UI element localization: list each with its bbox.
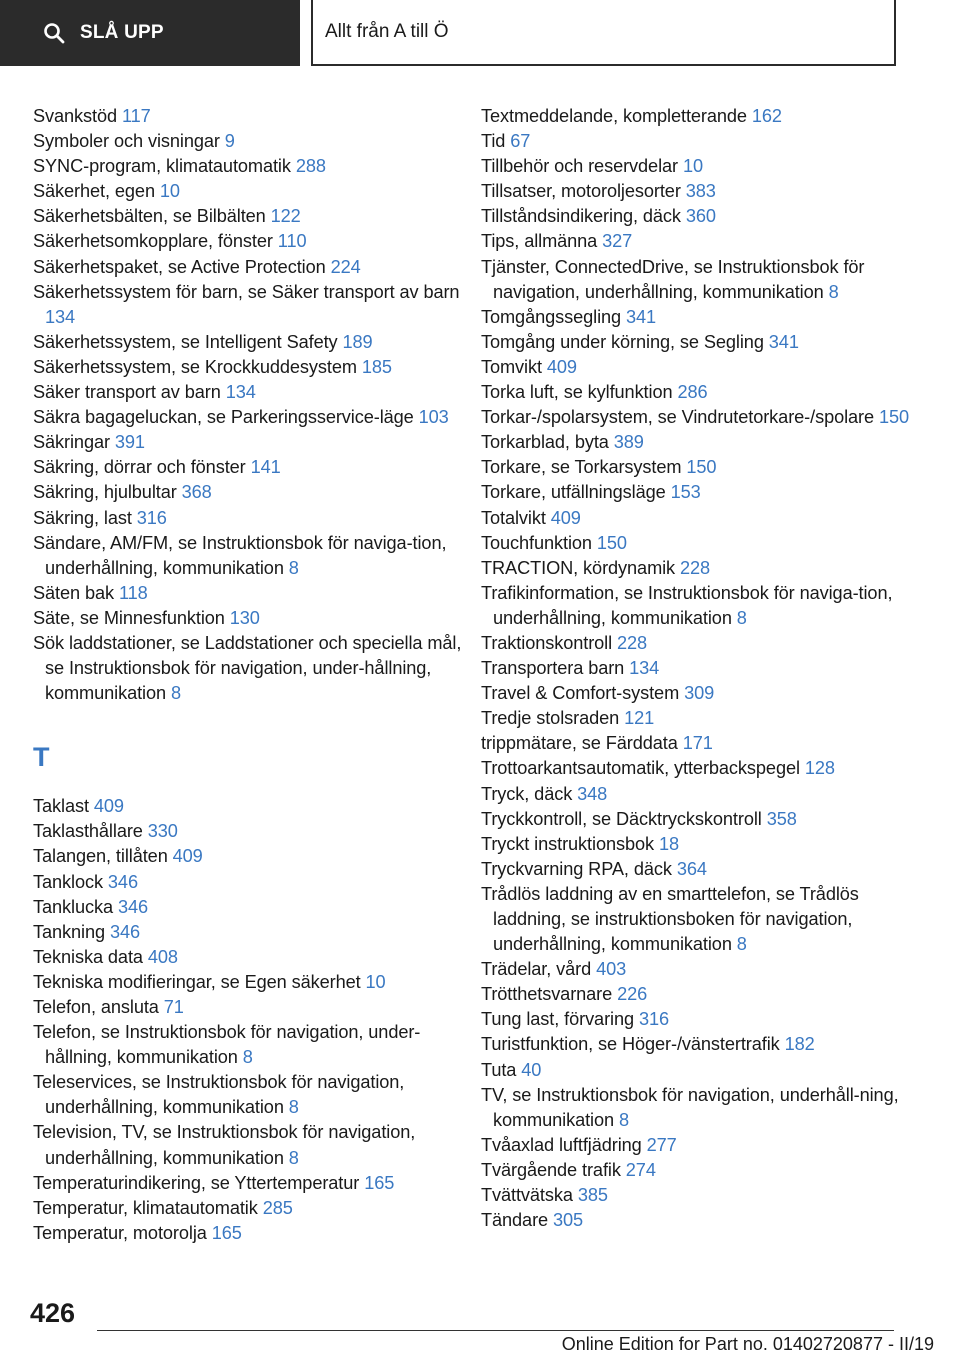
page-reference-link[interactable]: 117 (121, 106, 151, 126)
page-reference-link[interactable]: 9 (224, 131, 235, 152)
page-reference-link[interactable]: 8 (170, 683, 181, 704)
page-reference-link[interactable]: 226 (617, 984, 648, 1005)
page-reference-link[interactable]: 385 (577, 1185, 608, 1206)
index-entry (33, 1120, 463, 1170)
page-reference-link[interactable]: 165 (364, 1172, 395, 1193)
page-reference-link[interactable]: 10 (365, 971, 386, 992)
page-reference-link[interactable]: 8 (736, 934, 747, 955)
index-entry-text: Tung last, förvaring (481, 1009, 635, 1030)
page-reference-link[interactable]: 409 (93, 796, 124, 817)
page-reference-link[interactable]: 341 (768, 331, 799, 352)
search-label: SLÅ UPP (80, 22, 164, 43)
index-entry-text: Tid (481, 131, 506, 152)
page-reference-link[interactable]: 182 (784, 1034, 815, 1055)
index-entry (481, 154, 921, 179)
index-entry-text: Torkare, se Torkarsystem (481, 457, 682, 478)
page-reference-link[interactable]: 364 (676, 858, 707, 879)
page-reference-link[interactable]: 10 (159, 181, 180, 202)
index-list-t-continued (481, 104, 921, 1233)
index-entry-text: Tomgångssegling (481, 306, 622, 327)
index-entry (33, 631, 463, 706)
index-entry (33, 970, 463, 995)
index-column-right (481, 104, 921, 1233)
page-reference-link[interactable]: 8 (242, 1047, 253, 1068)
index-entry-text: Talangen, tillåten (33, 846, 168, 867)
index-entry (33, 430, 463, 455)
index-entry (481, 305, 921, 330)
index-entry (481, 782, 921, 807)
page-reference-link[interactable]: 162 (751, 106, 782, 126)
footer-divider (97, 1330, 894, 1331)
index-entry (481, 204, 921, 229)
page-reference-link[interactable]: 8 (618, 1109, 629, 1130)
index-entry-text: Säkra bagageluckan, se Parkeringsservice-läge (33, 407, 414, 428)
page-reference-link[interactable]: 341 (626, 306, 657, 327)
index-entry-text: Trötthetsvarnare (481, 984, 613, 1005)
index-entry-text: Säkringar (33, 432, 110, 453)
page-reference-link[interactable]: 330 (147, 821, 178, 842)
index-entry (33, 995, 463, 1020)
index-entry (33, 895, 463, 920)
page-reference-link[interactable]: 67 (510, 131, 531, 152)
index-entry (481, 255, 921, 305)
page-reference-link[interactable]: 403 (596, 959, 627, 980)
index-entry-text: trippmätare, se Färddata (481, 733, 678, 754)
page-reference-link[interactable]: 10 (682, 156, 703, 177)
page-reference-link[interactable]: 8 (288, 1147, 299, 1168)
page-reference-link[interactable]: 288 (295, 156, 326, 177)
index-entry-text: Säkring, last (33, 507, 132, 528)
page-reference-link[interactable]: 110 (277, 231, 307, 252)
index-entry-text: Temperatur, klimatautomatik (33, 1197, 258, 1218)
index-entry-text: Tekniska modifieringar, se Egen säkerhet (33, 971, 361, 992)
index-entry (33, 844, 463, 869)
page-reference-link[interactable]: 358 (766, 808, 797, 829)
index-entry (481, 681, 921, 706)
page-reference-link[interactable]: 122 (270, 206, 301, 227)
index-entry (481, 330, 921, 355)
index-entry (481, 556, 921, 581)
index-entry-text: TRACTION, kördynamik (481, 557, 676, 578)
index-entry (33, 380, 463, 405)
index-entry-text: Säten bak (33, 582, 115, 603)
index-entry (481, 882, 921, 957)
index-entry-text: Trafikinformation, se Instruktionsbok för naviga-tion, underhållning, kommunikation (481, 582, 893, 628)
index-entry-text: Travel & Comfort-system (481, 683, 680, 704)
index-entry (481, 129, 921, 154)
index-entry-text: Torka luft, se kylfunktion (481, 382, 673, 403)
index-entry (33, 455, 463, 480)
index-entry (481, 1133, 921, 1158)
index-entry-text: Taklast (33, 796, 89, 817)
index-entry (33, 870, 463, 895)
page-reference-link[interactable]: 150 (596, 532, 627, 553)
index-entry (481, 480, 921, 505)
index-entry (481, 1058, 921, 1083)
index-entry-text: Tryckt instruktionsbok (481, 833, 654, 854)
index-entry-text: Tändare (481, 1210, 549, 1231)
page-reference-link[interactable]: 134 (225, 382, 256, 403)
page-reference-link[interactable]: 409 (550, 507, 581, 528)
page-reference-link[interactable]: 8 (288, 557, 299, 578)
index-entry (33, 204, 463, 229)
index-entry (481, 1083, 921, 1133)
index-entry-text: Säkerhetsomkopplare, fönster (33, 231, 273, 252)
index-entry-text: SYNC-program, klimatautomatik (33, 156, 291, 177)
page-reference-link[interactable]: 391 (114, 432, 145, 453)
header-bar (0, 0, 960, 66)
index-entry-text: Tankning (33, 921, 106, 942)
index-entry-text: Säkerhetssystem, se Krockkuddesystem (33, 356, 357, 377)
index-entry (481, 832, 921, 857)
index-entry-text: Torkare, utfällningsläge (481, 482, 666, 503)
page-reference-link[interactable]: 128 (804, 758, 835, 779)
index-entry (33, 330, 463, 355)
index-entry (481, 706, 921, 731)
index-entry-text: Touchfunktion (481, 532, 592, 553)
index-entry (481, 581, 921, 631)
index-entry-text: Tanklock (33, 871, 103, 892)
page-reference-link[interactable]: 285 (262, 1197, 293, 1218)
page-reference-link[interactable]: 71 (163, 997, 184, 1017)
index-entry-text: Symboler och visningar (33, 131, 220, 152)
index-list-s (33, 104, 463, 706)
index-entry-text: Textmeddelande, kompletterande (481, 106, 747, 126)
index-entry-text: Temperatur, motorolja (33, 1222, 207, 1243)
index-entry (481, 1183, 921, 1208)
index-entry (481, 1158, 921, 1183)
page-reference-link[interactable]: 316 (136, 507, 167, 528)
page-reference-link[interactable]: 305 (553, 1210, 584, 1231)
page-reference-link[interactable]: 228 (680, 557, 711, 578)
index-entry (481, 531, 921, 556)
page-reference-link[interactable]: 274 (625, 1159, 656, 1180)
section-title: Allt från A till Ö (325, 21, 449, 42)
index-entry (481, 656, 921, 681)
index-entry (481, 631, 921, 656)
index-entry-text: TV, se Instruktionsbok för navigation, underhåll-ning, kommunikation (481, 1084, 899, 1130)
index-entry-text: Säkerhet, egen (33, 181, 155, 202)
index-entry-text: Tvättvätska (481, 1185, 573, 1206)
index-entry-text: Temperaturindikering, se Yttertemperatur (33, 1172, 360, 1193)
index-entry-text: Trådlös laddning av en smarttelefon, se Trådlös laddning, se instruktionsboken för navigation, underhållning, kommunikation (481, 883, 859, 955)
index-list-t (33, 794, 463, 1246)
page-reference-link[interactable]: 40 (521, 1059, 542, 1080)
index-entry-text: Sök laddstationer, se Laddstationer och speciella mål, se Instruktionsbok för navigation, under-hållning, kommunikation (33, 632, 462, 704)
index-entry-text: Säkerhetssystem för barn, se Säker transport av barn (33, 281, 460, 302)
index-entry (33, 129, 463, 154)
page-reference-link[interactable]: 103 (418, 407, 449, 428)
index-entry-text: Tryckkontroll, se Däcktryckskontroll (481, 808, 762, 829)
index-entry (481, 731, 921, 756)
index-entry-text: Tryckvarning RPA, däck (481, 858, 672, 879)
index-entry (33, 280, 463, 330)
index-entry-text: Traktionskontroll (481, 632, 613, 653)
section-title-tab (311, 0, 896, 66)
index-entry-text: Säker transport av barn (33, 382, 221, 403)
index-entry-text: Säkring, dörrar och fönster (33, 457, 246, 478)
page-reference-link[interactable]: 348 (577, 783, 608, 804)
index-entry (481, 430, 921, 455)
index-entry-text: Tomgång under körning, se Segling (481, 331, 764, 352)
index-entry (481, 355, 921, 380)
page-reference-link[interactable]: 121 (624, 708, 655, 729)
index-entry (33, 104, 463, 129)
page-reference-link[interactable]: 383 (685, 181, 716, 202)
index-entry (33, 255, 463, 280)
index-entry (33, 355, 463, 380)
index-entry-text: Transportera barn (481, 658, 625, 679)
index-entry-text: Totalvikt (481, 507, 546, 528)
index-entry (481, 179, 921, 204)
index-entry-text: Tjänster, ConnectedDrive, se Instruktionsbok för navigation, underhållning, kommunikation (481, 256, 865, 302)
index-entry (33, 506, 463, 531)
index-entry-text: Torkar-/spolarsystem, se Vindrutetorkare-/spolare (481, 407, 875, 428)
index-entry (33, 405, 463, 430)
index-entry (481, 104, 921, 129)
page-reference-link[interactable]: 408 (147, 946, 178, 967)
index-entry-text: Tvåaxlad luftfjädring (481, 1134, 642, 1155)
index-entry-text: Telefon, ansluta (33, 997, 159, 1017)
index-entry-text: Tillsatser, motoroljesorter (481, 181, 681, 202)
index-entry (481, 857, 921, 882)
index-entry-text: Svankstöd (33, 106, 118, 126)
index-entry (481, 506, 921, 531)
index-entry (33, 179, 463, 204)
index-entry-text: Trädelar, vård (481, 959, 592, 980)
page-reference-link[interactable]: 141 (250, 457, 281, 478)
index-entry (33, 531, 463, 581)
page-reference-link[interactable]: 153 (670, 482, 701, 503)
index-entry (33, 794, 463, 819)
page-reference-link[interactable]: 185 (361, 356, 392, 377)
page-reference-link[interactable]: 134 (45, 306, 76, 327)
page-reference-link[interactable]: 189 (342, 331, 373, 352)
index-entry-text: Tips, allmänna (481, 231, 598, 252)
page-reference-link[interactable]: 368 (181, 482, 212, 503)
page-reference-link[interactable]: 18 (658, 833, 679, 854)
index-entry (33, 819, 463, 844)
index-entry-text: Tomvikt (481, 356, 542, 377)
index-entry (481, 982, 921, 1007)
page-reference-link[interactable]: 171 (682, 733, 713, 754)
index-entry-text: Säkerhetspaket, se Active Protection (33, 256, 326, 277)
page-reference-link[interactable]: 8 (288, 1097, 299, 1118)
index-entry (33, 945, 463, 970)
index-entry-text: Tanklucka (33, 896, 113, 917)
index-entry (481, 229, 921, 254)
index-entry (481, 1208, 921, 1233)
index-entry-text: Tillbehör och reservdelar (481, 156, 678, 177)
index-entry-text: Tredje stolsraden (481, 708, 620, 729)
index-entry (33, 920, 463, 945)
index-entry-text: Säte, se Minnesfunktion (33, 607, 225, 628)
index-entry-text: Trottoarkantsautomatik, ytterbackspegel (481, 758, 800, 779)
index-column-left (33, 104, 463, 1246)
page-reference-link[interactable]: 389 (613, 432, 644, 453)
index-entry-text: Säkerhetsbälten, se Bilbälten (33, 206, 266, 227)
page-reference-link[interactable]: 134 (629, 658, 660, 679)
page-reference-link[interactable]: 409 (546, 356, 577, 377)
index-entry-text: Tillståndsindikering, däck (481, 206, 681, 227)
index-entry-text: Taklasthållare (33, 821, 143, 842)
page-reference-link[interactable]: 277 (646, 1134, 677, 1155)
index-entry-text: Television, TV, se Instruktionsbok för navigation, underhållning, kommunikation (33, 1122, 416, 1168)
page-reference-link[interactable]: 346 (109, 921, 141, 942)
index-entry (33, 1221, 463, 1246)
index-entry (33, 229, 463, 254)
index-entry (33, 1196, 463, 1221)
index-entry-text: Säkerhetssystem, se Intelligent Safety (33, 331, 338, 352)
page-reference-link[interactable]: 346 (117, 896, 148, 917)
page-reference-link[interactable]: 309 (684, 683, 715, 704)
page-reference-link[interactable]: 409 (172, 846, 203, 867)
page-reference-link[interactable]: 224 (330, 256, 361, 277)
index-entry (481, 380, 921, 405)
index-entry-text: Tekniska data (33, 946, 143, 967)
index-entry-text: Tryck, däck (481, 783, 573, 804)
index-entry-text: Turistfunktion, se Höger-/vänstertrafik (481, 1034, 780, 1055)
page-reference-link[interactable]: 8 (736, 607, 747, 628)
page-reference-link[interactable]: 165 (211, 1222, 242, 1243)
index-entry-text: Teleservices, se Instruktionsbok för navigation, underhållning, kommunikation (33, 1072, 405, 1118)
index-entry (481, 957, 921, 982)
index-entry-text: Tuta (481, 1059, 517, 1080)
index-entry-text: Telefon, se Instruktionsbok för navigation, under-hållning, kommunikation (33, 1022, 421, 1068)
page-reference-link[interactable]: 130 (229, 607, 260, 628)
page-reference-link[interactable]: 8 (828, 281, 839, 302)
page-reference-link[interactable]: 360 (685, 206, 716, 227)
index-entry (33, 1070, 463, 1120)
footer-edition-text: Online Edition for Part no. 01402720877 - II/19 (561, 1334, 934, 1354)
index-entry-text: Sändare, AM/FM, se Instruktionsbok för naviga-tion, underhållning, kommunikation (33, 532, 447, 578)
index-entry (481, 1007, 921, 1032)
page-reference-link[interactable]: 118 (118, 582, 148, 603)
index-entry (33, 606, 463, 631)
page-reference-link[interactable]: 286 (677, 382, 708, 403)
index-entry (33, 1020, 463, 1070)
page-reference-link[interactable]: 327 (602, 231, 633, 252)
page-number: 426 (30, 1298, 76, 1328)
index-entry (33, 581, 463, 606)
index-entry (481, 807, 921, 832)
index-entry-text: Torkarblad, byta (481, 432, 609, 453)
index-entry (481, 405, 921, 430)
page-reference-link[interactable]: 316 (638, 1009, 670, 1030)
index-entry (481, 455, 921, 480)
index-entry (481, 756, 921, 781)
index-entry (481, 1032, 921, 1057)
page-reference-link[interactable]: 150 (686, 457, 717, 478)
page-reference-link[interactable]: 228 (617, 632, 648, 653)
index-letter-heading: T (33, 742, 50, 773)
page-reference-link[interactable]: 150 (878, 407, 910, 428)
search-icon (42, 21, 66, 45)
search-button[interactable] (0, 0, 300, 66)
index-entry (33, 154, 463, 179)
index-entry (33, 480, 463, 505)
page-reference-link[interactable]: 346 (107, 871, 138, 892)
index-entry-text: Säkring, hjulbultar (33, 482, 177, 503)
index-entry (33, 1171, 463, 1196)
index-entry-text: Tvärgående trafik (481, 1159, 621, 1180)
